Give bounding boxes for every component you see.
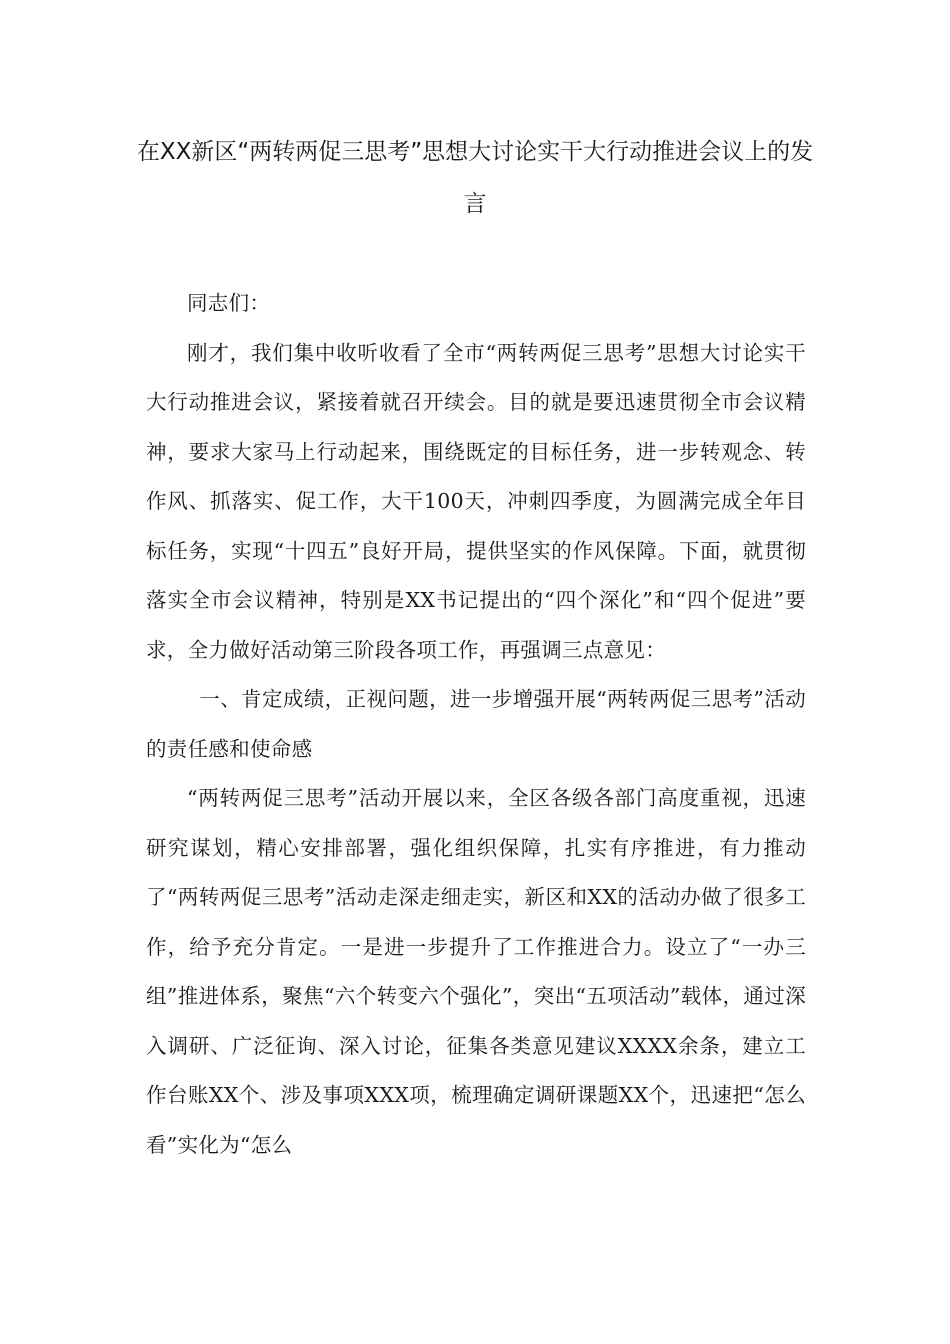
body-paragraph: “两转两促三思考”活动开展以来，全区各级各部门高度重视，迅速研究谋划，精心安排部署，强化组织保障，扎实有序推进，有力推动了“两转两促三思考”活动走深走细走实，新区和XX的活动办做了很多工作，给予充分肯定。一是进一步提升了工作推进合力。设立了“一办三组”推进体系，聚焦“六个转变六个强化”，突出“五项活动”载体，通过深入调研、广泛征询、深入讨论，征集各类意见建议XXXX余条，建立工作台账XX个、涉及事项XXX项，梳理确定调研课题XX个，迅速把“怎么看”实化为“怎么 xyxy=(146,786,806,1157)
section-heading: 一、肯定成绩，正视问题，进一步增强开展“两转两促三思考”活动的责任感和使命感 xyxy=(146,687,806,761)
intro-paragraph: 刚才，我们集中收听收看了全市“两转两促三思考”思想大讨论实干大行动推进会议，紧接着就召开续会。目的就是要迅速贯彻全市会议精神，要求大家马上行动起来，围绕既定的目标任务，进一步转观念、转作风、抓落实、促工作，大干100天，冲刺四季度，为圆满完成全年目标任务，实现“十四五”良好开局，提供坚实的作风保障。下面，就贯彻落实全市会议精神，特别是XX书记提出的“四个深化”和“四个促进”要求，全力做好活动第三阶段各项工作，再强调三点意见： xyxy=(146,340,806,662)
greeting-paragraph: 同志们： xyxy=(187,291,271,315)
document-body xyxy=(146,279,806,1170)
document-title: 在XX新区“两转两促三思考”思想大讨论实干大行动推进会议上的发言 xyxy=(136,139,814,217)
